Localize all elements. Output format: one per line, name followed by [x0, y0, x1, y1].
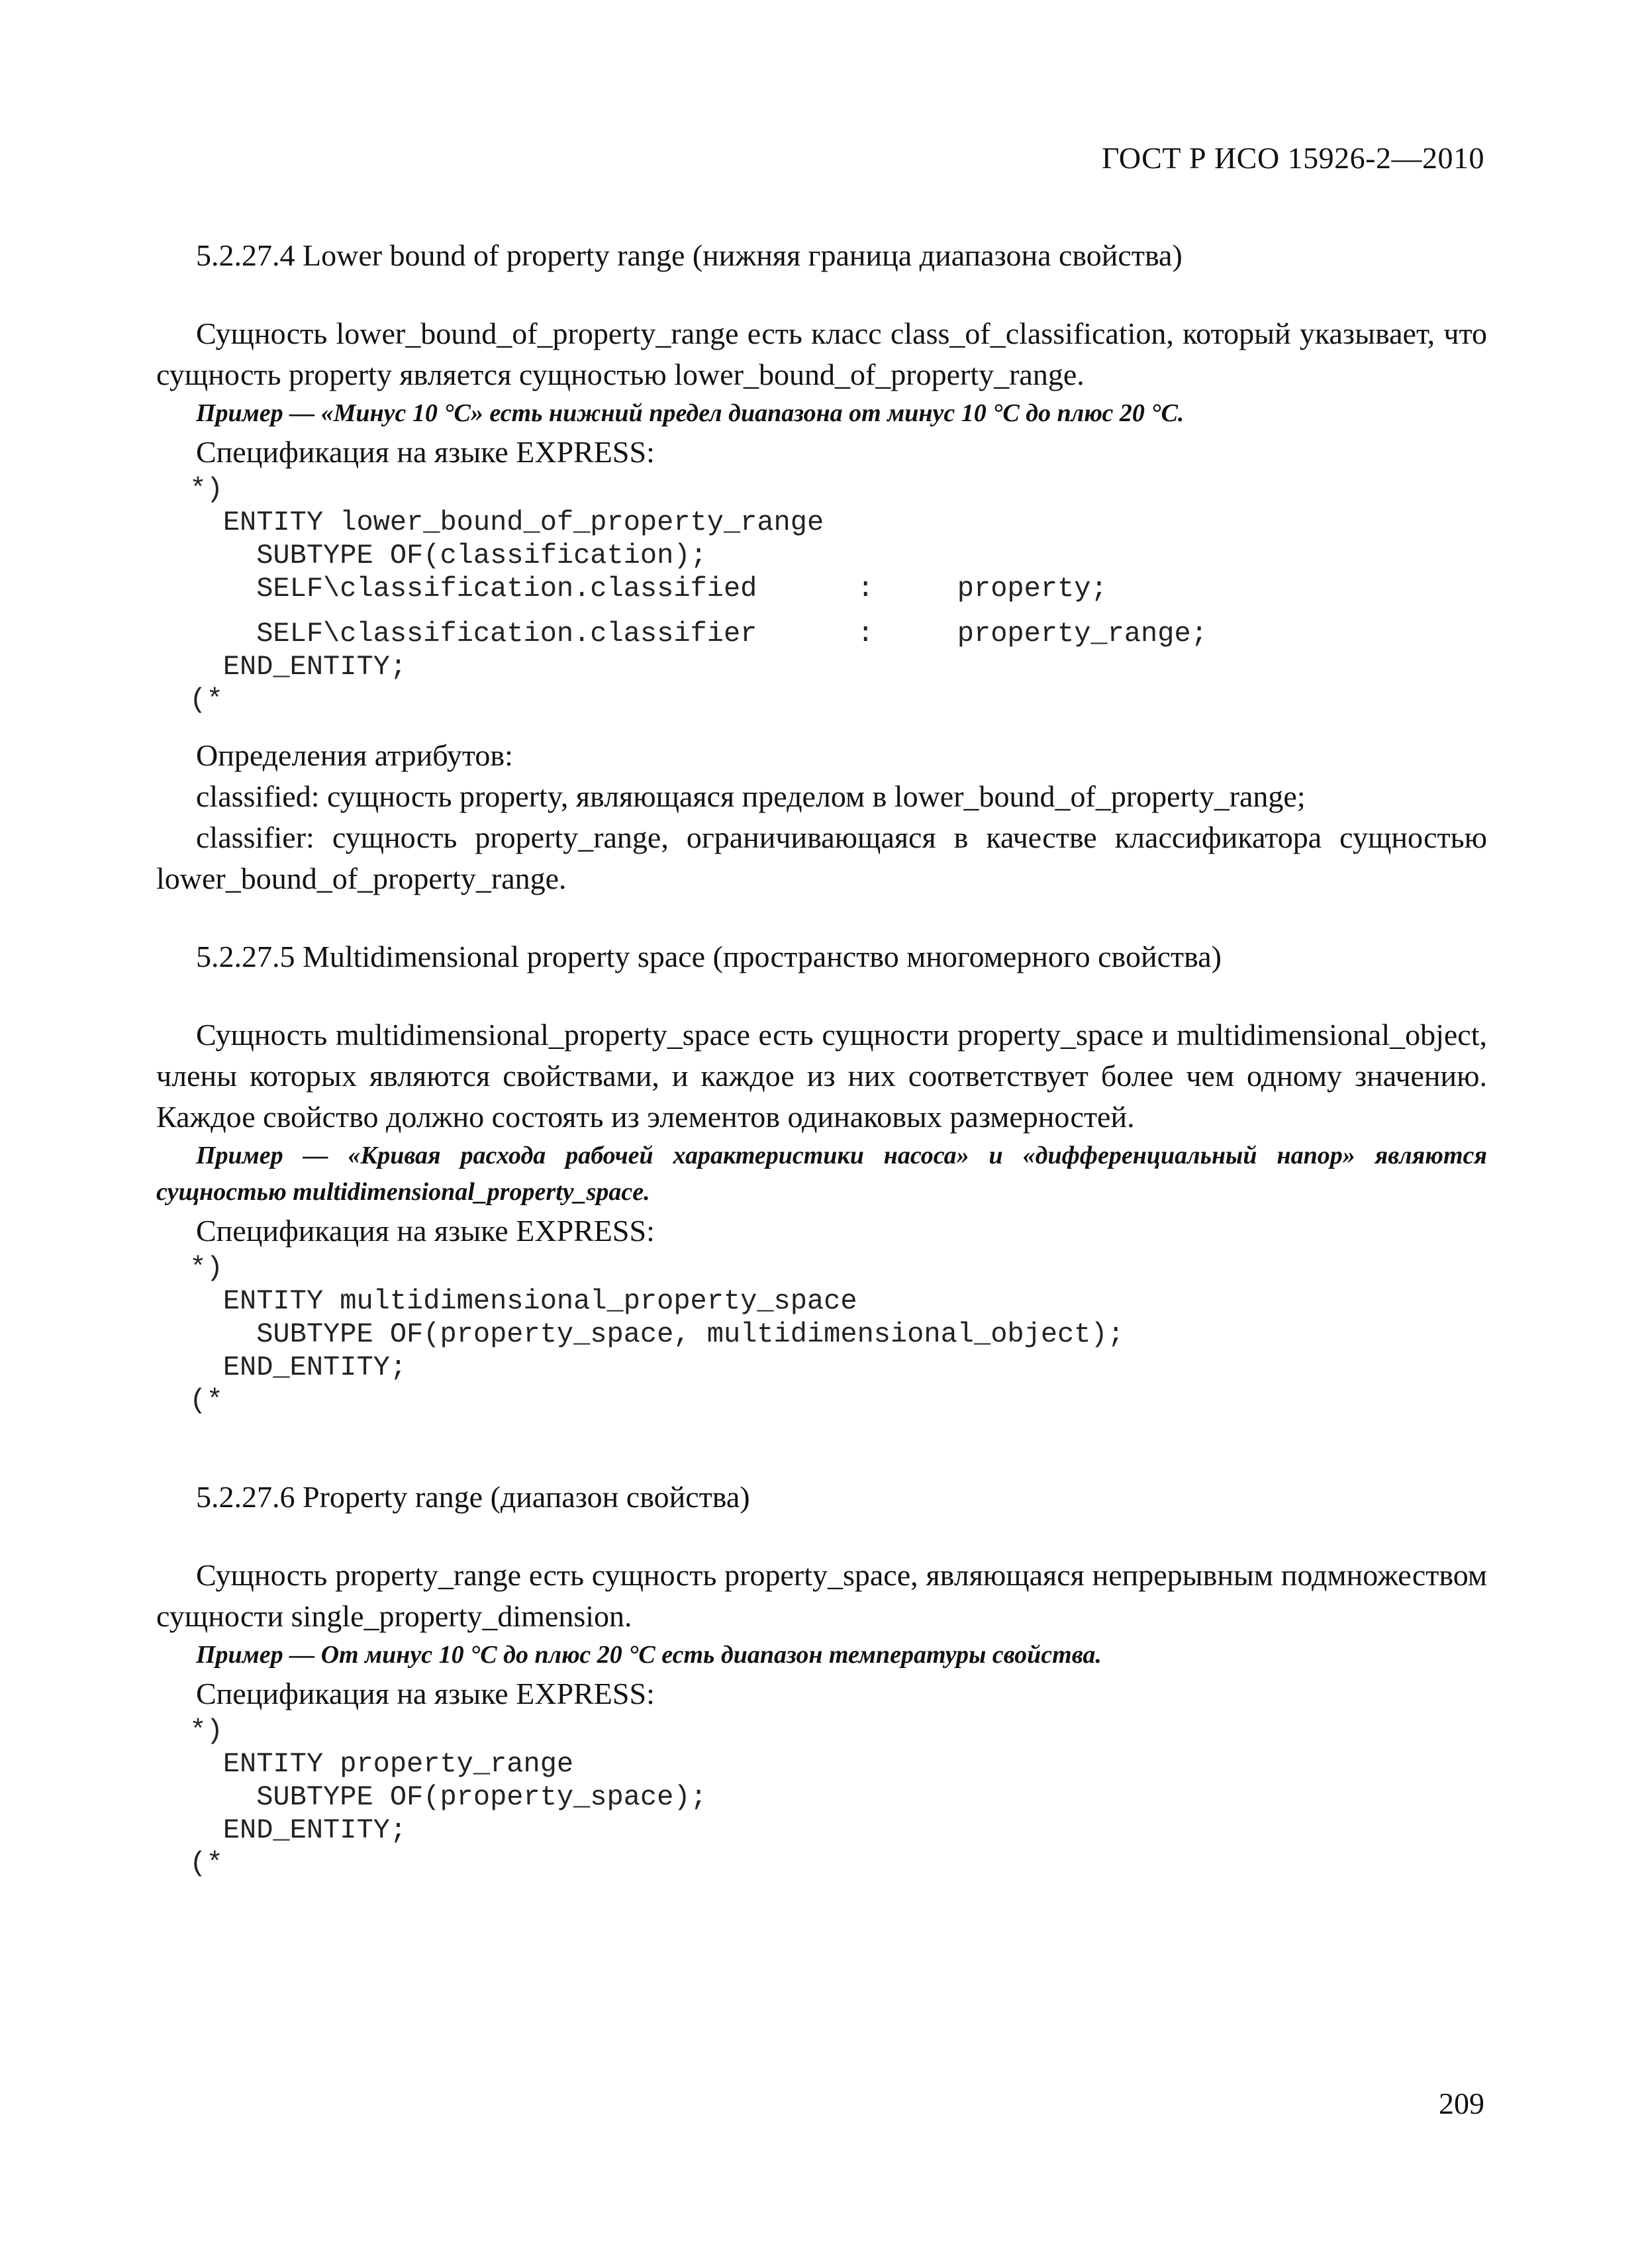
- section-multidimensional: [156, 936, 1487, 1417]
- example-note: Пример — «Кривая расхода рабочей характеристики насоса» и «дифференциальный напор» являются сущностью multidimensional_property_space.: [156, 1142, 1487, 1206]
- section-paragraph: Сущность multidimensional_property_space есть сущности property_space и multidimensional_object, члены которых являются свойствами, и каждое из них соответствует более чем одному значению. Каждое свойство должно состоять из элементов одинаковых размерностей.: [156, 1018, 1487, 1134]
- express-code-continued: SELF\classification.classifier : property_range; END_ENTITY; (*: [189, 618, 1208, 716]
- section-lower-bound: [156, 235, 1487, 899]
- section-paragraph: Сущность property_range есть сущность property_space, являющаяся непрерывным подмножеством сущности single_property_dimension.: [156, 1558, 1487, 1633]
- spec-label: Спецификация на языке EXPRESS:: [196, 1677, 655, 1710]
- section-paragraph: Сущность lower_bound_of_property_range есть класс class_of_classification, который указывает, что сущность property является сущностью lower_bound_of_property_range.: [156, 317, 1487, 391]
- attributes-title: Определения атрибутов:: [196, 738, 513, 772]
- express-code: *) ENTITY multidimensional_property_space SUBTYPE OF(property_space, multidimensional_object); END_ENTITY; (*: [189, 1252, 1124, 1416]
- page-number: 209: [1439, 2087, 1484, 2120]
- section-heading: 5.2.27.6 Property range (диапазон свойства): [196, 1480, 750, 1514]
- attribute-classified: classified: сущность property, являющаяся пределом в lower_bound_of_property_range;: [196, 779, 1306, 813]
- example-note: Пример — От минус 10 °С до плюс 20 °С есть диапазон температуры свойства.: [196, 1641, 1102, 1669]
- express-code: *) ENTITY property_range SUBTYPE OF(property_space); END_ENTITY; (*: [189, 1715, 707, 1879]
- spec-label: Спецификация на языке EXPRESS:: [196, 1214, 655, 1248]
- example-note: Пример — «Минус 10 °С» есть нижний предел диапазона от минус 10 °С до плюс 20 °С.: [196, 399, 1184, 427]
- page-content: [156, 235, 1487, 1880]
- standard-header: ГОСТ Р ИСО 15926-2—2010: [1101, 141, 1484, 175]
- section-heading: 5.2.27.5 Multidimensional property space (пространство многомерного свойства): [196, 940, 1222, 973]
- spec-label: Спецификация на языке EXPRESS:: [196, 435, 655, 469]
- section-property-range: [156, 1477, 1487, 1880]
- express-code: *) ENTITY lower_bound_of_property_range SUBTYPE OF(classification); SELF\classification.classified : property;: [189, 473, 1108, 605]
- attribute-classifier: classifier: сущность property_range, ограничивающаяся в качестве классификатора сущностью lower_bound_of_property_range.: [156, 820, 1487, 895]
- section-heading: 5.2.27.4 Lower bound of property range (нижняя граница диапазона свойства): [196, 238, 1183, 272]
